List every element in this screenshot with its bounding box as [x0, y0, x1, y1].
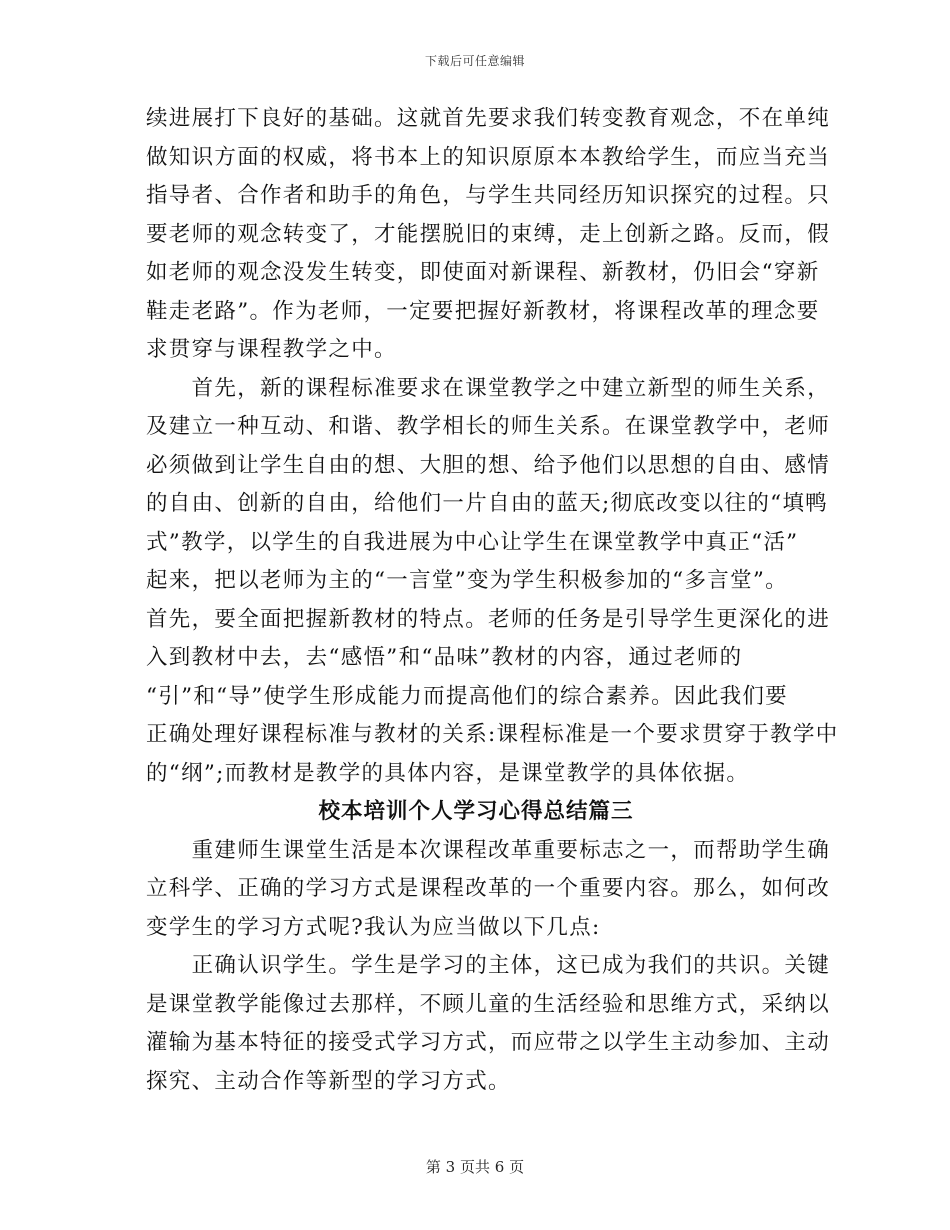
text-line: 鞋走老路”。作为老师，一定要把握好新教材，将课程改革的理念要 — [146, 298, 820, 324]
text-line: 正确认识学生。学生是学习的主体，这已成为我们的共识。关键 — [146, 953, 831, 978]
section-heading: 校本培训个人学习心得总结篇三 — [318, 799, 634, 824]
text-line: 首先，要全面把握新教材的特点。老师的任务是引导学生更深化的进 — [146, 606, 831, 632]
text-line: 首先，新的课程标准要求在课堂教学之中建立新型的师生关系， — [146, 375, 831, 401]
document-body — [146, 100, 839, 1101]
text-line: 要老师的观念转变了，才能摆脱旧的束缚，走上创新之路。反而，假 — [146, 221, 831, 247]
text-line: 入到教材中去，去“感悟”和“品味”教材的内容，通过老师的 — [146, 645, 743, 670]
page-number: 第 3 页共 6 页 — [425, 1158, 525, 1176]
page-header: 下载后可任意编辑 — [424, 54, 525, 68]
text-line: 指导者、合作者和助手的角色，与学生共同经历知识探究的过程。只 — [146, 183, 831, 208]
text-line: 续进展打下良好的基础。这就首先要求我们转变教育观念，不在单纯 — [146, 106, 831, 131]
text-line: 如老师的观念没发生转变，即使面对新课程、新教材，仍旧会“穿新 — [146, 260, 820, 285]
text-line: 必须做到让学生自由的想、大胆的想、给予他们以思想的自由、感情 — [146, 452, 831, 478]
text-line: 重建师生课堂生活是本次课程改革重要标志之一，而帮助学生确 — [146, 837, 831, 863]
text-line: 正确处理好课程标准与教材的关系:课程标准是一个要求贯穿于教学中 — [146, 722, 839, 747]
text-line: 式”教学，以学生的自我进展为中心让学生在课堂教学中真正“活” — [146, 529, 799, 555]
text-line: 的“纲”;而教材是教学的具体内容，是课堂教学的具体依据。 — [146, 760, 750, 786]
text-line: “引”和“导”使学生形成能力而提高他们的综合素养。因此我们要 — [146, 683, 788, 709]
text-line: 立科学、正确的学习方式是课程改革的一个重要内容。那么，如何改 — [146, 876, 831, 901]
text-line: 灌输为基本特征的接受式学习方式，而应带之以学生主动参加、主动 — [146, 1030, 831, 1055]
text-line: 求贯穿与课程教学之中。 — [146, 337, 397, 362]
text-line: 探究、主动合作等新型的学习方式。 — [146, 1068, 511, 1094]
text-line: 及建立一种互动、和谐、教学相长的师生关系。在课堂教学中，老师 — [146, 414, 831, 439]
text-line: 变学生的学习方式呢?我认为应当做以下几点: — [146, 914, 601, 940]
text-line: 做知识方面的权威，将书本上的知识原原本本教给学生，而应当充当 — [146, 144, 831, 170]
text-line: 起来，把以老师为主的“一言堂”变为学生积极参加的“多言堂”。 — [146, 568, 788, 593]
text-line: 的自由、创新的自由，给他们一片自由的蓝天;彻底改变以往的“填鸭 — [146, 491, 829, 516]
text-line: 是课堂教学能像过去那样，不顾儿童的生活经验和思维方式，采纳以 — [146, 991, 831, 1017]
